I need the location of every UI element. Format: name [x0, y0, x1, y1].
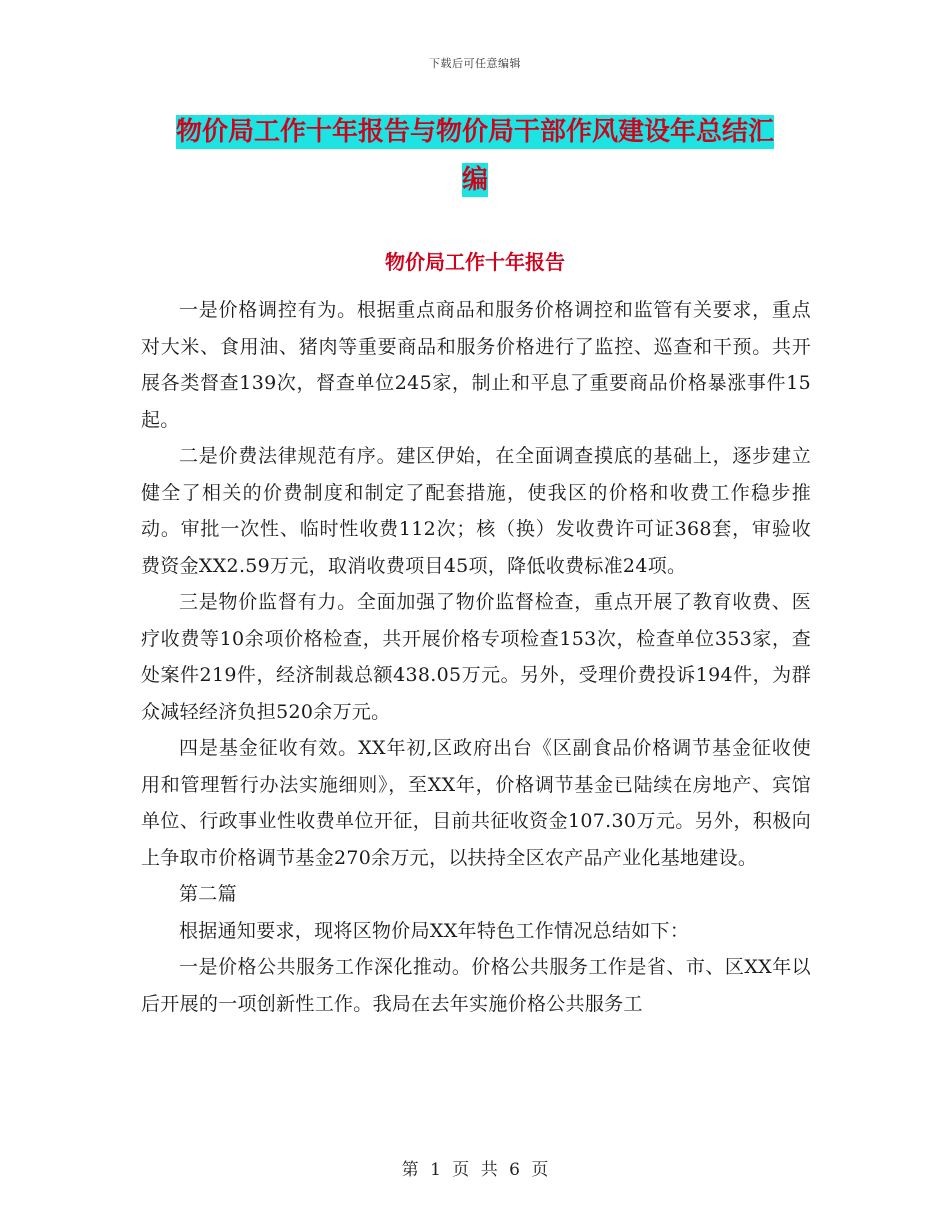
paragraph: 三是物价监督有力。全面加强了物价监督检查，重点开展了教育收费、医疗收费等10余项价格检查，共开展价格专项检查153次，检查单位353家，查处案件219件，经济制裁总额438.05万元。另外，受理价费投诉194件，为群众减轻经济负担520余万元。 — [141, 591, 811, 723]
paragraph: 四是基金征收有效。XX年初,区政府出台《区副食品价格调节基金征收使用和管理暂行办法实施细则》，至XX年，价格调节基金已陆续在房地产、宾馆单位、行政事业性收费单位开征，目前共征收资金107.30万元。另外，积极向上争取市价格调节基金270余万元，以扶持全区农产品产业化基地建设。 — [141, 737, 811, 869]
body-text — [141, 292, 811, 1022]
paragraph: 一是价格公共服务工作深化推动。价格公共服务工作是省、市、区XX年以后开展的一项创新性工作。我局在去年实施价格公共服务工 — [141, 956, 811, 1015]
paragraph: 一是价格调控有为。根据重点商品和服务价格调控和监管有关要求，重点对大米、食用油、猪肉等重要商品和服务价格进行了监控、巡查和干预。共开展各类督查139次，督查单位245家，制止和平息了重要商品价格暴涨事件15起。 — [141, 299, 811, 431]
document-title-line-1: 物价局工作十年报告与物价局干部作风建设年总结汇 — [175, 117, 774, 147]
paragraph: 第二篇 — [179, 883, 237, 905]
page-number-footer: 第 1 页 共 6 页 — [401, 1160, 549, 1180]
paragraph: 根据通知要求，现将区物价局XX年特色工作情况总结如下： — [179, 919, 690, 942]
header-note: 下载后可任意编辑 — [429, 57, 521, 70]
document-title — [140, 108, 810, 204]
paragraph: 二是价费法律规范有序。建区伊始，在全面调查摸底的基础上，逐步建立健全了相关的价费制度和制定了配套措施，使我区的价格和收费工作稳步推动。审批一次性、临时性收费112次；核（换）发收费许可证368套，审验收费资金XX2.59万元，取消收费项目45项，降低收费标准24项。 — [141, 445, 811, 577]
section-title: 物价局工作十年报告 — [385, 250, 565, 274]
document-title-line-2: 编 — [461, 165, 488, 195]
